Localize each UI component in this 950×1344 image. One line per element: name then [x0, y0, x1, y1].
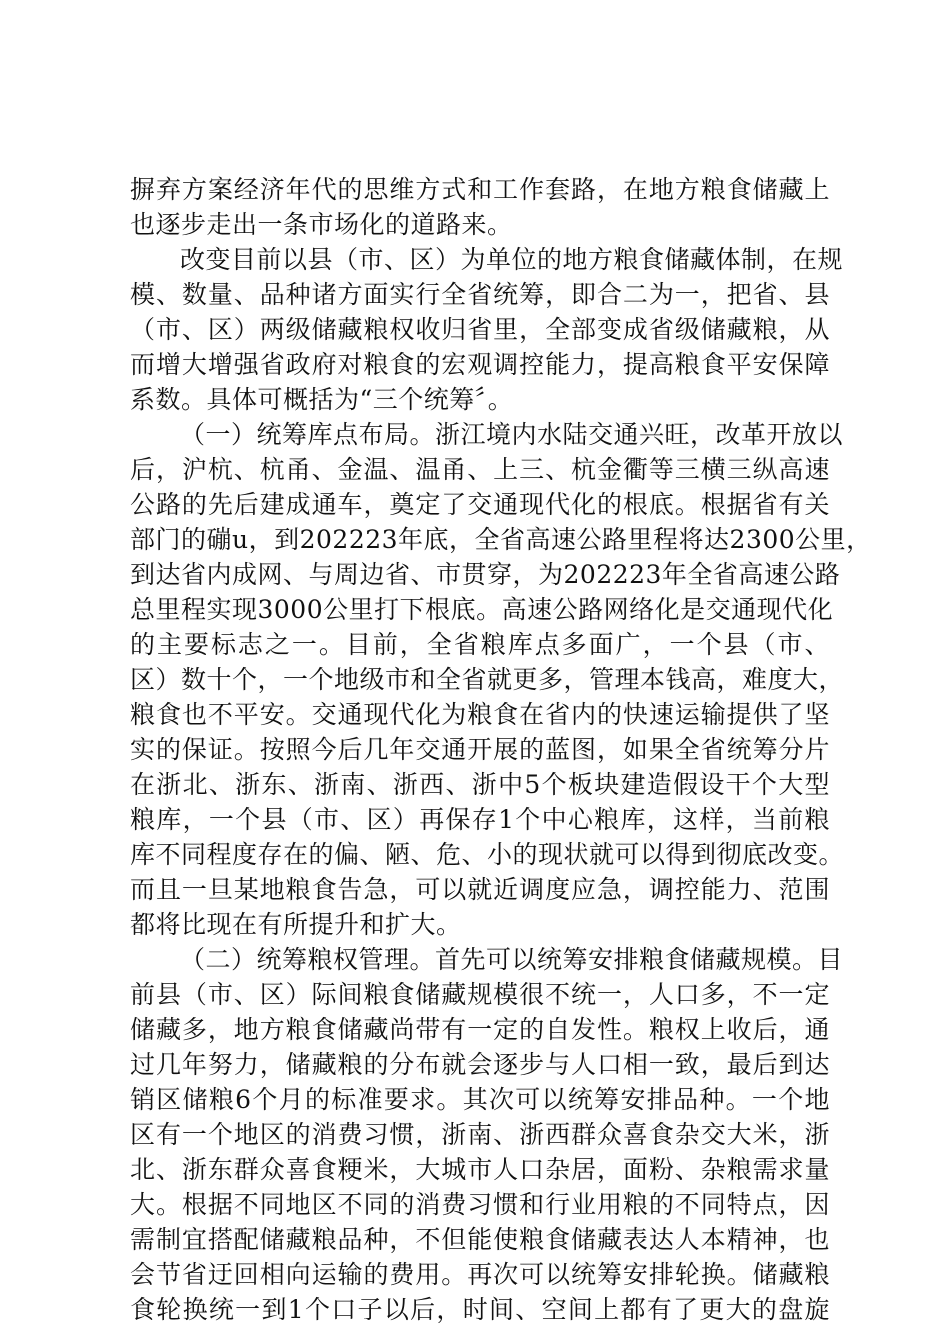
text-line: 大。根据不同地区不同的消费习惯和行业用粮的不同特点，因 [130, 1190, 830, 1219]
text-line: 系数。具体可概括为“三个统筹〞。 [130, 385, 514, 414]
text-line: 过几年努力，储藏粮的分布就会逐步与人口相一致，最后到达 [130, 1050, 830, 1079]
text-line: 总里程实现3000公里打下根底。高速公路网络化是交通现代化 [130, 595, 834, 624]
text-line: 销区储粮6个月的标准要求。其次可以统筹安排品种。一个地 [130, 1085, 830, 1114]
text-line: 会节省迂回相向运输的费用。再次可以统筹安排轮换。储藏粮 [130, 1260, 830, 1289]
text-line: （二）统筹粮权管理。首先可以统筹安排粮食储藏规模。目 [180, 945, 844, 974]
text-line: 北、浙东群众喜食粳米，大城市人口杂居，面粉、杂粮需求量 [130, 1155, 830, 1184]
text-line: 粮食也不平安。交通现代化为粮食在省内的快速运输提供了坚 [130, 700, 830, 729]
text-line: 前县（市、区）际间粮食储藏规模很不统一，人口多，不一定 [130, 980, 830, 1009]
text-line: 需制宜搭配储藏粮品种，不但能使粮食储藏表达人本精神，也 [130, 1225, 830, 1254]
document-body [130, 172, 872, 1327]
text-line: 摒弃方案经济年代的思维方式和工作套路，在地方粮食储藏上 [130, 175, 830, 204]
text-line: 储藏多，地方粮食储藏尚带有一定的自发性。粮权上收后，通 [130, 1015, 830, 1044]
text-line: （一）统筹库点布局。浙江境内水陆交通兴旺，改革开放以 [180, 420, 844, 449]
text-line: 部门的磞u，到202223年底，全省高速公路里程将达2300公里， [130, 525, 872, 554]
text-line: 在浙北、浙东、浙南、浙西、浙中5个板块建造假设干个大型 [130, 770, 830, 799]
text-line: 都将比现在有所提升和扩大。 [130, 910, 462, 939]
text-line: 的主要标志之一。目前，全省粮库点多面广，一个县（市、 [130, 630, 830, 659]
text-line: 粮库，一个县（市、区）再保存1个中心粮库，这样，当前粮 [130, 805, 830, 834]
text-line: 模、数量、品种诸方面实行全省统筹，即合二为一，把省、县 [130, 280, 830, 309]
text-line: 食轮换统一到1个口子以后，时间、空间上都有了更大的盘旋 [130, 1295, 830, 1324]
text-line: 而且一旦某地粮食告急，可以就近调度应急，调控能力、范围 [130, 875, 830, 904]
text-line: 也逐步走出一条市场化的道路来。 [130, 210, 513, 239]
text-line: 区）数十个，一个地级市和全省就更多，管理本钱高，难度大， [130, 665, 845, 694]
text-line: 到达省内成网、与周边省、市贯穿，为202223年全省高速公路 [130, 560, 841, 589]
text-line: 库不同程度存在的偏、陋、危、小的现状就可以得到彻底改变。 [130, 840, 845, 869]
text-line: 而增大增强省政府对粮食的宏观调控能力，提高粮食平安保障 [130, 350, 830, 379]
text-line: 后，沪杭、杭甬、金温、温甬、上三、杭金衢等三横三纵高速 [130, 455, 830, 484]
text-line: 公路的先后建成通车，奠定了交通现代化的根底。根据省有关 [130, 490, 830, 519]
text-line: （市、区）两级储藏粮权收归省里，全部变成省级储藏粮，从 [130, 315, 830, 344]
text-line: 改变目前以县（市、区）为单位的地方粮食储藏体制，在规 [180, 245, 844, 274]
text-line: 区有一个地区的消费习惯，浙南、浙西群众喜食杂交大米，浙 [130, 1120, 830, 1149]
text-line: 实的保证。按照今后几年交通开展的蓝图，如果全省统筹分片 [130, 735, 830, 764]
